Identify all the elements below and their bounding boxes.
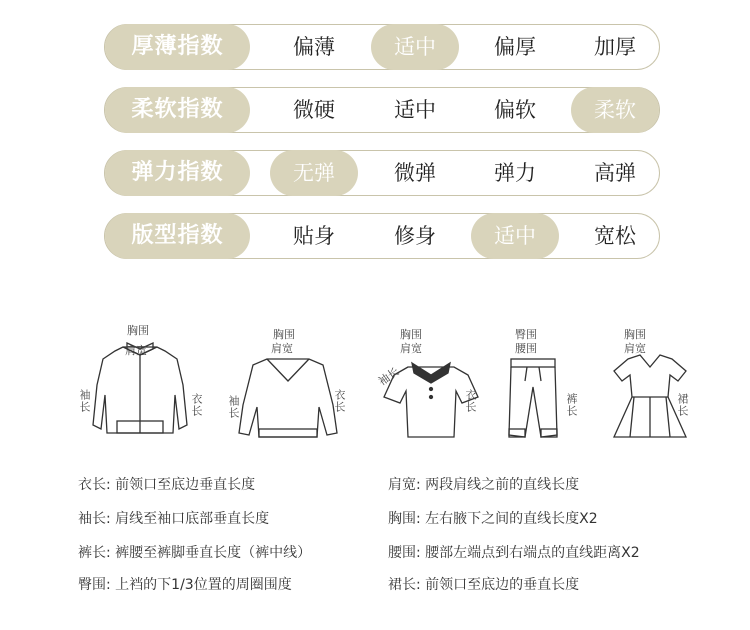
polo-sleeve-label: 袖长 [375, 364, 402, 389]
definition-left: 袖长: 肩线至袖口底部垂直长度 [78, 511, 270, 527]
index-option: 宽松 [594, 224, 636, 248]
index-option: 适中 [394, 98, 436, 122]
polo-length-label: 衣长 [464, 389, 477, 413]
sweater-diagram [225, 325, 350, 450]
jacket-sleeve-label: 袖长 [78, 389, 91, 413]
definition-left: 臀围: 上裆的下1/3位置的周圈围度 [78, 577, 292, 593]
polo-diagram [372, 325, 490, 450]
dress-shoulder-label: 肩宽 [624, 342, 646, 355]
index-option: 柔软 [571, 87, 659, 133]
index-row [104, 24, 660, 70]
index-option: 加厚 [594, 35, 636, 59]
sweater-shoulder-label: 肩宽 [271, 342, 293, 355]
definition-left: 裤长: 裤腰至裤脚垂直长度（裤中线） [78, 545, 312, 561]
sweater-sleeve-label: 袖长 [227, 395, 240, 419]
index-option: 微弹 [394, 161, 436, 185]
pants-diagram [505, 325, 585, 450]
pants-length-label: 裤长 [565, 393, 578, 417]
polo-chest-label: 胸围 [400, 328, 422, 341]
index-row [104, 150, 660, 196]
jacket-diagram [75, 325, 205, 450]
dress-chest-label: 胸围 [624, 328, 646, 341]
index-row [104, 213, 660, 259]
index-option: 贴身 [293, 224, 335, 248]
jacket-chest-label: 胸围 [127, 324, 149, 337]
jacket-length-label: 衣长 [190, 393, 203, 417]
index-option: 偏软 [494, 98, 536, 122]
index-label: 弹力指数 [105, 150, 250, 196]
index-option: 适中 [371, 24, 459, 70]
index-option: 偏厚 [494, 35, 536, 59]
index-option: 高弹 [594, 161, 636, 185]
index-label: 版型指数 [105, 213, 250, 259]
jacket-shoulder-label: 肩宽 [125, 344, 147, 357]
definition-right: 肩宽: 两段肩线之前的直线长度 [388, 477, 580, 493]
pants-hip-label: 臀围 [515, 328, 537, 341]
index-option: 偏薄 [293, 35, 335, 59]
index-option: 修身 [394, 224, 436, 248]
definition-right: 胸围: 左右腋下之间的直线长度X2 [388, 511, 598, 527]
index-option: 微硬 [293, 98, 335, 122]
dress-diagram [600, 325, 700, 450]
index-row [104, 87, 660, 133]
index-label: 厚薄指数 [105, 24, 250, 70]
sweater-chest-label: 胸围 [273, 328, 295, 341]
pants-waist-label: 腰围 [515, 342, 537, 355]
definition-left: 衣长: 前领口至底边垂直长度 [78, 477, 256, 493]
definition-right: 裙长: 前领口至底边的垂直长度 [388, 577, 580, 593]
definition-right: 腰围: 腰部左端点到右端点的直线距离X2 [388, 545, 640, 561]
index-option: 适中 [471, 213, 559, 259]
index-option: 弹力 [494, 161, 536, 185]
polo-shoulder-label: 肩宽 [400, 342, 422, 355]
sweater-length-label: 衣长 [333, 389, 346, 413]
dress-length-label: 裙长 [676, 393, 689, 417]
index-option: 无弹 [270, 150, 358, 196]
index-label: 柔软指数 [105, 87, 250, 133]
